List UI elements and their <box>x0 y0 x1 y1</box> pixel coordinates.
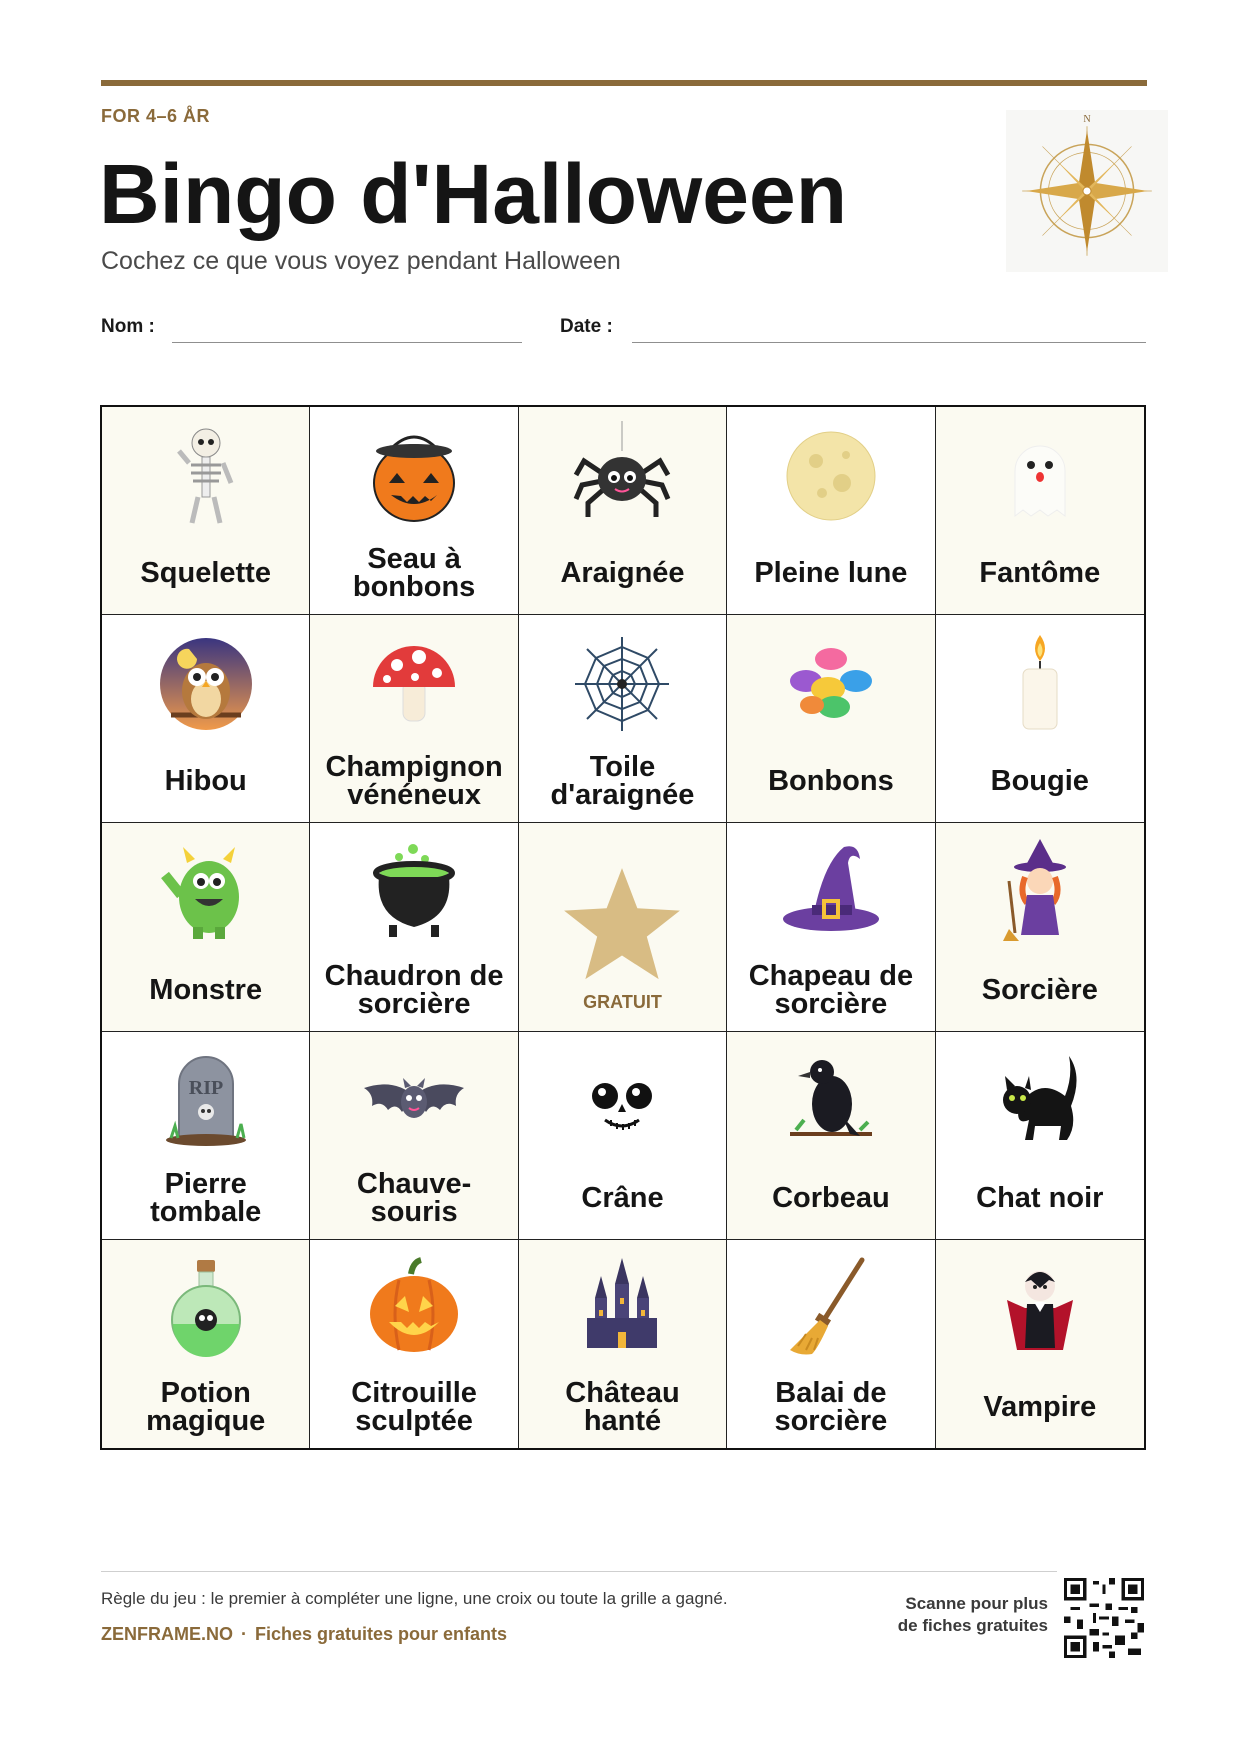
brand-name[interactable]: ZENFRAME.NO <box>101 1624 233 1644</box>
scan-prompt <box>898 1593 1048 1637</box>
spider-icon <box>567 421 677 531</box>
name-label: Nom : <box>101 316 155 337</box>
free-space-label: GRATUIT <box>583 991 662 1012</box>
cauldron-icon <box>359 837 469 947</box>
star-icon <box>557 861 687 991</box>
tombstone-icon <box>151 1046 261 1156</box>
bingo-cell-pierre-tombale[interactable] <box>102 1032 310 1240</box>
compass-north-label: N <box>1083 114 1091 126</box>
cell-label: Araignée <box>560 557 685 590</box>
bingo-cell-chat-noir[interactable] <box>936 1032 1144 1240</box>
monster-icon <box>151 837 261 947</box>
vampire-icon <box>985 1254 1095 1364</box>
tombstone-engraving: RIP <box>188 1076 223 1099</box>
cell-label: Potion magique <box>146 1376 266 1437</box>
spider-web-icon <box>567 629 677 739</box>
bingo-cell-chateau-hante[interactable] <box>519 1240 727 1448</box>
bingo-cell-pleine-lune[interactable] <box>727 407 935 615</box>
skull-icon <box>567 1046 677 1156</box>
cell-label: Balai de sorcière <box>774 1376 888 1437</box>
bingo-cell-crane[interactable] <box>519 1032 727 1240</box>
top-rule <box>101 80 1147 86</box>
mushroom-icon <box>359 629 469 739</box>
bingo-cell-balai-de-sorciere[interactable] <box>727 1240 935 1448</box>
game-rule-text: Règle du jeu : le premier à compléter une ligne, une croix ou toute la grille a gagné. <box>101 1589 728 1608</box>
footer-brand <box>101 1624 507 1645</box>
cell-label: Fantôme <box>979 557 1101 590</box>
page-title: Bingo d'Halloween <box>99 147 848 241</box>
cell-label: Monstre <box>149 973 263 1006</box>
cell-label: Château hanté <box>565 1376 680 1437</box>
jack-o-lantern-icon <box>359 1254 469 1364</box>
cell-label: Corbeau <box>772 1181 890 1214</box>
cell-label: Pleine lune <box>754 557 908 590</box>
full-moon-icon <box>776 421 886 531</box>
cell-label: Pierre tombale <box>150 1167 262 1228</box>
bingo-grid <box>100 405 1146 1450</box>
footer-divider <box>101 1571 1057 1572</box>
cell-label: Hibou <box>164 765 247 798</box>
scan-line-1: Scanne pour plus <box>905 1594 1048 1613</box>
bingo-cell-seau-a-bonbons[interactable] <box>310 407 518 615</box>
cell-label: Champignon vénéneux <box>325 751 503 812</box>
bingo-cell-vampire[interactable] <box>936 1240 1144 1448</box>
cell-label: Chapeau de sorcière <box>748 959 914 1020</box>
haunted-castle-icon <box>567 1254 677 1364</box>
ghost-icon <box>985 421 1095 531</box>
candies-icon <box>776 629 886 739</box>
bingo-cell-bonbons[interactable] <box>727 615 935 823</box>
bingo-cell-araignee[interactable] <box>519 407 727 615</box>
bingo-cell-bougie[interactable] <box>936 615 1144 823</box>
bingo-cell-champignon-veneneux[interactable] <box>310 615 518 823</box>
bingo-cell-toile-d-araignee[interactable] <box>519 615 727 823</box>
bingo-cell-corbeau[interactable] <box>727 1032 935 1240</box>
brand-separator: · <box>241 1624 247 1644</box>
bingo-cell-hibou[interactable] <box>102 615 310 823</box>
bingo-cell-gratuit[interactable] <box>519 823 727 1031</box>
potion-icon <box>151 1254 261 1364</box>
owl-icon <box>151 629 261 739</box>
cell-label: Crâne <box>581 1181 664 1214</box>
broom-icon <box>776 1254 886 1364</box>
scan-line-2: de fiches gratuites <box>897 1616 1048 1635</box>
black-cat-icon <box>985 1046 1095 1156</box>
age-range: FOR 4–6 ÅR <box>101 106 211 126</box>
cell-label: Bougie <box>990 765 1089 798</box>
witch-icon <box>985 837 1095 947</box>
bingo-cell-sorciere[interactable] <box>936 823 1144 1031</box>
candle-icon <box>985 629 1095 739</box>
bat-icon <box>359 1046 469 1156</box>
cell-label: Squelette <box>140 557 271 590</box>
brand-tagline: Fiches gratuites pour enfants <box>255 1624 508 1644</box>
cell-label: Seau à bonbons <box>352 543 476 604</box>
cell-label: Chat noir <box>976 1181 1104 1214</box>
crow-icon <box>776 1046 886 1156</box>
cell-label: Toile d'araignée <box>550 751 695 812</box>
bingo-cell-fantome[interactable] <box>936 407 1144 615</box>
cell-label: Citrouille sculptée <box>351 1376 477 1437</box>
date-label: Date : <box>560 316 613 337</box>
candy-bucket-icon <box>359 421 469 531</box>
cell-label: Chauve-souris <box>356 1167 472 1228</box>
cell-label: Vampire <box>983 1390 1097 1423</box>
cell-label: Sorcière <box>981 973 1098 1006</box>
bingo-cell-citrouille-sculptee[interactable] <box>310 1240 518 1448</box>
bingo-cell-monstre[interactable] <box>102 823 310 1031</box>
cell-label: Bonbons <box>768 765 894 798</box>
name-field[interactable] <box>172 342 522 343</box>
bingo-cell-chapeau-de-sorciere[interactable] <box>727 823 935 1031</box>
page-subtitle: Cochez ce que vous voyez pendant Halloween <box>101 247 621 275</box>
bingo-cell-potion-magique[interactable] <box>102 1240 310 1448</box>
date-field[interactable] <box>632 342 1146 343</box>
bingo-cell-chauve-souris[interactable] <box>310 1032 518 1240</box>
compass-icon <box>1006 110 1168 272</box>
skeleton-icon <box>151 421 261 531</box>
cell-label: Chaudron de sorcière <box>324 959 504 1020</box>
witch-hat-icon <box>776 837 886 947</box>
bingo-cell-chaudron-de-sorciere[interactable] <box>310 823 518 1031</box>
qr-code-icon[interactable] <box>1064 1578 1144 1658</box>
bingo-cell-squelette[interactable] <box>102 407 310 615</box>
